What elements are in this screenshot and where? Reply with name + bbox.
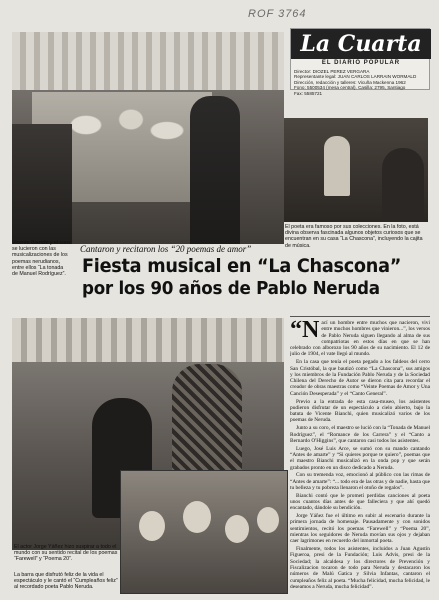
article-paragraph: Previo a la entrada de esta casa-museo, los asistentes pudieron disfrutar de un espectáculo a cielo abierto, bajo la batuta de Vicente Bianchi, quien musicalizó varios de los poemas de Neruda. bbox=[290, 398, 430, 424]
stage-curtain bbox=[12, 318, 284, 362]
visitor-figure bbox=[382, 148, 424, 222]
statue-figure bbox=[324, 136, 350, 196]
choir-photo bbox=[12, 32, 284, 244]
audience-face bbox=[183, 501, 211, 533]
speaker-figure bbox=[190, 96, 240, 244]
collection-photo bbox=[284, 118, 428, 222]
audience-face bbox=[225, 515, 249, 543]
masthead-info-line: Fax: 5585721 bbox=[294, 90, 323, 96]
masthead-info-line: Dirección, redacción y talleres: Vicuña Mackenna 1962 bbox=[294, 79, 406, 85]
column-rule bbox=[290, 316, 430, 317]
guitarist-figure bbox=[12, 124, 72, 244]
masthead-tagline: EL DIARIO POPULAR bbox=[321, 60, 401, 66]
article-paragraph bbox=[290, 320, 430, 358]
article-body bbox=[290, 320, 430, 594]
article-paragraph: Bianchi contó que le prometí perdidas canciones al poeta unos cuantos días antes de que falleciera y que ahí quedó encantado, dándole su bendición. bbox=[290, 492, 430, 512]
article-paragraph: Con su tremenda voz, emocionó al público con las rimas de “Antes de amarte”: “... todo era de las otras y de nadie, hasta que tu belleza y tu pobreza llenaron el otoño de regalos”. bbox=[290, 472, 430, 491]
masthead-info bbox=[294, 69, 428, 96]
caption-audience: La barra que disfrutó feliz de la vida el espectáculo y le cantó el “Cumpleaños feliz” al recordado poeta Pablo Neruda. bbox=[14, 572, 118, 591]
actor-figure bbox=[172, 364, 242, 484]
article-paragraph: Luego, José Luis Arce, se sumó con su mando cantando “Antes de amarte” y “Si quieres porque te quiero”, poemas que el maestro Bianchi musicalizó en la onda pop y que serán grabados pronto en un disco dedicado a Neruda. bbox=[290, 445, 430, 471]
headline-line-2: por los 90 años de Pablo Neruda bbox=[82, 278, 380, 299]
masthead-info-line: Representante legal: JUAN CARLOS LARRAIN WORMALD bbox=[294, 74, 417, 80]
caption-collection: El poeta era famoso por sus colecciones. En la foto, está divina observa fascinada algunos objetos curiosos que se encuentran en su casa “La Chascona”, incluyendo la cajita de música. bbox=[285, 224, 423, 249]
masthead-info-line: Director: DIOZEL PEREZ VERGARA bbox=[294, 69, 370, 74]
article-paragraph: Jorge Yáñez fue el último en subir al escenario durante la primera jornada de homenaje. Pausadamente y con sonidos sentimientos, recitó los poemas “Farewell” y “Poema 20”, mientras los seguidores de Neruda movían sus ojos y dejaban caer lagrimones en recuerdo del inmortal poeta. bbox=[290, 513, 430, 545]
paragraph-text: ací un hombre entre muchos que nacieron, vivi entre muchos hombres que vinieron...”, los versos de Pablo Neruda siguen llegando al alma de sus compatriotas en estos días en que se han celebrado con alborozo los 90 años de su nacimiento. El 12 de julio de 1904, el vate llegó al mundo. bbox=[290, 320, 430, 358]
audience-photo bbox=[120, 470, 288, 594]
newspaper-logo: La Cuarta bbox=[291, 29, 431, 59]
article-kicker: Cantaron y recitaron los “20 poemas de amor” bbox=[80, 244, 252, 254]
headline-line-1: Fiesta musical en “La Chascona” bbox=[82, 255, 402, 277]
audience-face bbox=[139, 511, 165, 541]
audience-face bbox=[257, 507, 279, 533]
article-paragraph: Junto a su coro, el maestro se lució con la “Tonada de Manuel Rodríguez”, el “Romance de los Carrera” y el “Canto a Bernardo O'Higgins”, que cantaron casi todos los asistentes. bbox=[290, 425, 430, 444]
archive-stamp: ROF 3764 bbox=[248, 8, 307, 20]
caption-actor: El actor Jorge Yáñez hizo suspirar a todo el mundo con su sentido recital de los poemas “Farewell” y “Poema 20”. bbox=[14, 544, 118, 563]
article-paragraph: En la casa que tenía el poeta pegado a los faldeos del cerro San Cristóbal, la que bautizó como “La Chascona”, sus amigos y los miembros de la Fundación Pablo Neruda y de la Sociedad Chilena del Derecho de Autor se dieron cita para recordar el creador de obras maestras como “Veinte Poemas de Amor y Una Canción Desesperada” y el “Canto General”. bbox=[290, 359, 430, 397]
article-paragraph: Finalmente, todos los asistentes, incluidos a Juan Agustín Figueroa, presi de la Fundación; Luis Advis, presi de la Sociedad; la alcaldesa y los directores de Prevención y Fiscalizacion tocaron de todo para Neruda y destacaron los números de Malú Gatica y Silvia Infantas, cantaron el cumpleaños feliz al poeta. “Mucha felicidad, mucha felicidad, le deseamos a Neruda, mucha felicidad”. bbox=[290, 546, 430, 590]
masthead bbox=[290, 28, 430, 96]
masthead-info-line: Fono: 5500534 (mesa central). Casilla: 2795, Santiago bbox=[294, 85, 406, 91]
caption-choir: Vicente Bianchi y el coro se lucieron con las musicalizaciones de los poemas nerudianos, entre ellos “La tonada de Manuel Rodríguez”. bbox=[12, 240, 70, 278]
stage-curtain bbox=[12, 32, 284, 90]
dropcap: “N bbox=[290, 320, 320, 343]
